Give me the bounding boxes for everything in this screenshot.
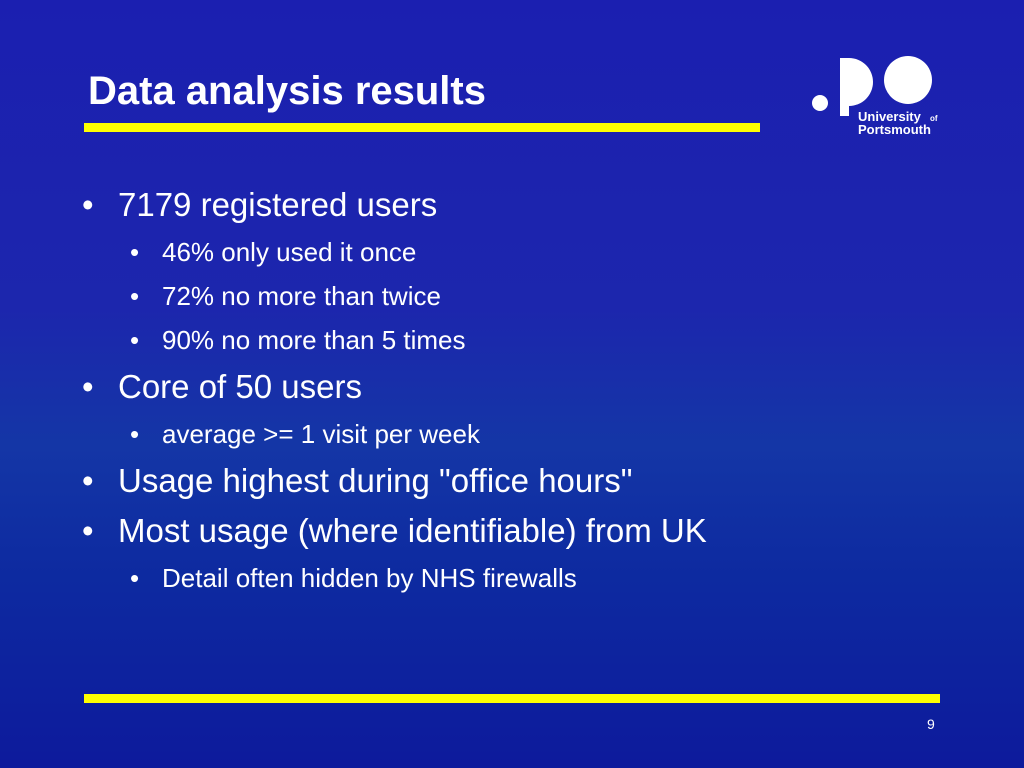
bullet-icon: •	[130, 281, 140, 311]
title-underline	[84, 123, 760, 132]
page-number: 9	[927, 716, 935, 732]
logo-text-university: University	[858, 109, 921, 124]
university-logo	[808, 48, 958, 148]
bullet-icon: •	[130, 563, 140, 593]
bullet-text: average >= 1 visit per week	[162, 419, 480, 449]
bullet-icon: •	[82, 512, 94, 549]
bullet-icon: •	[82, 368, 94, 405]
bullet-text: 7179 registered users	[118, 186, 438, 223]
bullet-level2	[70, 274, 970, 318]
bullet-text: Detail often hidden by NHS firewalls	[162, 563, 577, 593]
bullet-icon: •	[82, 186, 94, 223]
bullet-list	[70, 180, 970, 600]
bullet-level2	[70, 230, 970, 274]
bullet-text: Most usage (where identifiable) from UK	[118, 512, 707, 549]
logo-text-portsmouth: Portsmouth	[858, 122, 931, 137]
bullet-text: Usage highest during "office hours"	[118, 462, 633, 499]
bullet-icon: •	[130, 419, 140, 449]
slide-title: Data analysis results	[88, 69, 486, 113]
bullet-icon: •	[82, 462, 94, 499]
bullet-icon: •	[130, 237, 140, 267]
footer-rule	[84, 694, 940, 703]
bullet-text: Core of 50 users	[118, 368, 362, 405]
bullet-level1	[70, 506, 970, 556]
bullet-level2	[70, 412, 970, 456]
bullet-level2	[70, 318, 970, 362]
bullet-text: 72% no more than twice	[162, 281, 441, 311]
bullet-level1	[70, 362, 970, 412]
university-logo-icon	[808, 48, 958, 148]
bullet-text: 46% only used it once	[162, 237, 417, 267]
bullet-level2	[70, 556, 970, 600]
logo-text-of: of	[930, 114, 938, 123]
bullet-level1	[70, 456, 970, 506]
bullet-icon: •	[130, 325, 140, 355]
bullet-text: 90% no more than 5 times	[162, 325, 466, 355]
bullet-level1	[70, 180, 970, 230]
